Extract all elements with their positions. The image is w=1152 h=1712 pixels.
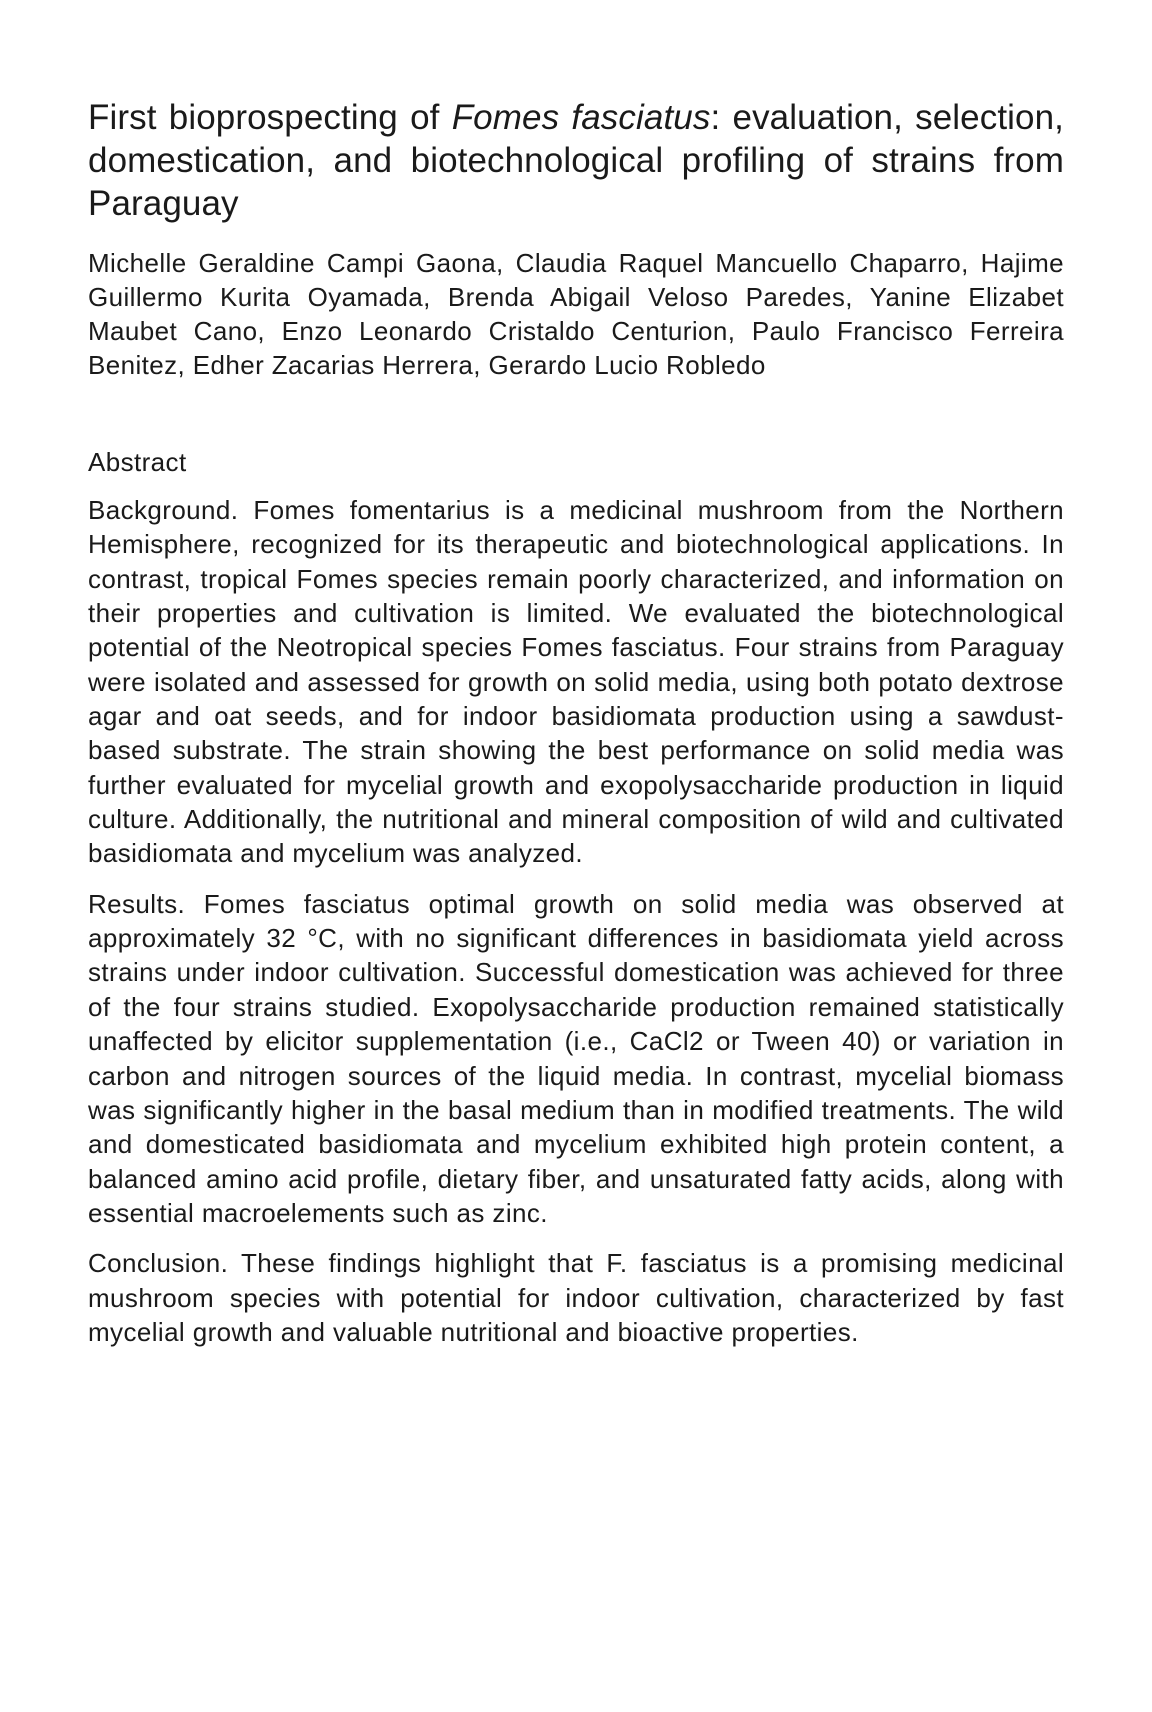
paper-page: [88, 96, 1064, 1349]
abstract-heading: Abstract: [88, 447, 187, 477]
paper-title: [88, 96, 1064, 225]
author-list: Michelle Geraldine Campi Gaona, Claudia Raquel Mancuello Chaparro, Hajime Guillermo Kurita Oyamada, Brenda Abigail Veloso Paredes, Yanine Elizabet Maubet Cano, Enzo Leonardo Cristaldo Centurion, Paulo Francisco Ferreira Benitez, Edher Zacarias Herrera, Gerardo Lucio Robledo: [88, 248, 1064, 380]
abstract-background: Background. Fomes fomentarius is a medicinal mushroom from the Northern Hemisphere, recognized for its therapeutic and biotechnological applications. In contrast, tropical Fomes species remain poorly characterized, and information on their properties and cultivation is limited. We evaluated the biotechnological potential of the Neotropical species Fomes fasciatus. Four strains from Paraguay were isolated and assessed for growth on solid media, using both potato dextrose agar and oat seeds, and for indoor basidiomata production using a sawdust-based substrate. The strain showing the best performance on solid media was further evaluated for mycelial growth and exopolysaccharide production in liquid culture. Additionally, the nutritional and mineral composition of wild and cultivated basidiomata and mycelium was analyzed.: [88, 495, 1064, 869]
abstract-results: Results. Fomes fasciatus optimal growth on solid media was observed at approximately 32 °C, with no significant differences in basidiomata yield across strains under indoor cultivation. Successful domestication was achieved for three of the four strains studied. Exopolysaccharide production remained statistically unaffected by elicitor supplementation (i.e., CaCl2 or Tween 40) or variation in carbon and nitrogen sources of the liquid media. In contrast, mycelial biomass was significantly higher in the basal medium than in modified treatments. The wild and domesticated basidiomata and mycelium exhibited high protein content, a balanced amino acid profile, dietary fiber, and unsaturated fatty acids, along with essential macroelements such as zinc.: [88, 888, 1064, 1228]
title-species-italic: Fomes fasciatus: [451, 98, 711, 137]
title-text-after: : evaluation, selection, domestication, and biotechnological profiling of strains from Paraguay: [88, 98, 1064, 223]
title-text-before: First bioprospecting of: [88, 98, 452, 137]
abstract-conclusion: Conclusion. These findings highlight that F. fasciatus is a promising medicinal mushroom species with potential for indoor cultivation, characterized by fast mycelial growth and valuable nutritional and bioactive properties.: [88, 1248, 1064, 1347]
